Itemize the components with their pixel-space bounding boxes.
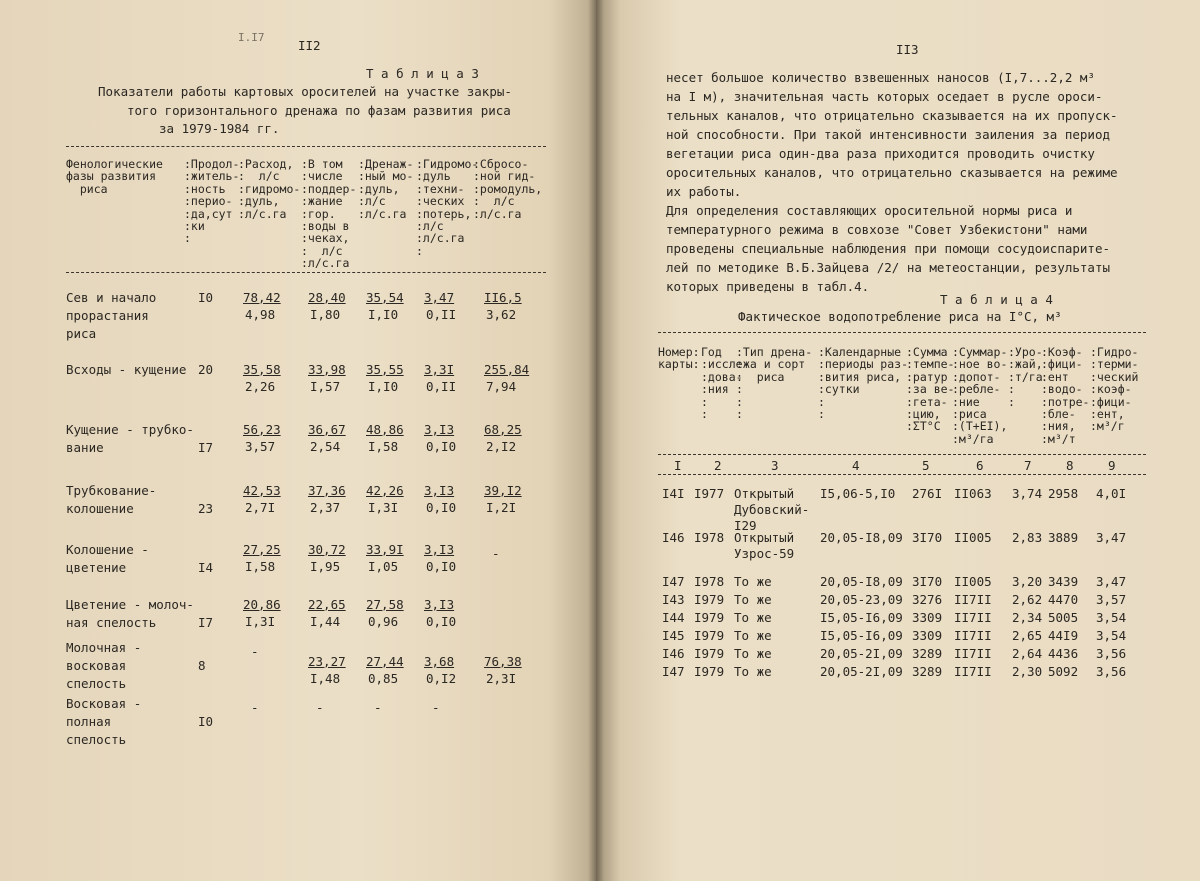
drain-per-ha: I,3I [368,500,399,515]
flow-value: 56,23 [243,422,281,437]
phase-name: Молочная - [66,640,142,655]
temperature-sum: 3289 [912,664,943,679]
drainage-type: То же [734,610,772,625]
card-number: I47 [662,574,685,589]
hydrothermal-coefficient: 3,47 [1096,530,1127,545]
table-title-line-2: того горизонтального дренажа по фазам развития риса [127,103,511,118]
yield: 2,30 [1012,664,1043,679]
header-flow: :Расход, : л/с :гидромо- :дуль, :л/с.га [238,157,301,221]
drainage-type: То же [734,574,772,589]
flow-per-ha: I,3I [245,614,276,629]
phase-name: Сев и начало [66,290,157,305]
text-line: лей по методике В.Б.Зайцева /2/ на метеостанции, результаты [666,260,1111,275]
header-yield: :Уро- :жай, :т/га : : [1008,345,1043,409]
year: I979 [694,664,725,679]
table-rule-top [658,332,1146,333]
drain-value: 48,86 [366,422,404,437]
phase-name: спелость [66,732,127,747]
drainage-type: I29 [734,518,757,533]
year: I978 [694,574,725,589]
period: I5,06-5,I0 [820,486,896,501]
table-rule-header [66,272,546,273]
consumption-coefficient: 4470 [1048,592,1079,607]
column-number: 6 [976,458,984,473]
temperature-sum: 3309 [912,628,943,643]
text-line: которых приведены в табл.4. [666,279,870,294]
flow-value: 27,25 [243,542,281,557]
loss-value: 3,3I [424,362,455,377]
loss-value: 3,I3 [424,422,455,437]
year: I977 [694,486,725,501]
yield: 2,34 [1012,610,1043,625]
loss-value: 3,47 [424,290,455,305]
period: I5,05-I6,09 [820,610,903,625]
flow-value: - [251,644,259,659]
phase-name: Восковая - [66,696,142,711]
loss-value: 3,I3 [424,542,455,557]
consumption-coefficient: 3439 [1048,574,1079,589]
incl-per-ha: I,57 [310,379,341,394]
duration-days: I7 [198,615,214,630]
yield: 2,65 [1012,628,1043,643]
incl-value: - [316,700,324,715]
drain-value: 35,55 [366,362,404,377]
period: I5,05-I6,09 [820,628,903,643]
incl-value: 23,27 [308,654,346,669]
water-consumption: II005 [954,574,992,589]
column-number: 3 [771,458,779,473]
loss-per-ha: 0,II [426,307,457,322]
temperature-sum: 3309 [912,610,943,625]
water-consumption: II063 [954,486,992,501]
consumption-coefficient: 5092 [1048,664,1079,679]
text-line: проведены специальные наблюдения при помощи сосудоиспарите- [666,241,1111,256]
text-line: несет большое количество взвешенных наносов (I,7...2,2 м³ [666,70,1095,85]
loss-per-ha: 0,I0 [426,500,457,515]
drain-per-ha: 0,96 [368,614,399,629]
right-page [596,0,1200,881]
text-line: ной способности. При такой интенсивности заиления за период [666,127,1111,142]
text-line: их работы. [666,184,742,199]
period: 20,05-23,09 [820,592,903,607]
column-number: 4 [852,458,860,473]
yield: 2,64 [1012,646,1043,661]
flow-value: 78,42 [243,290,281,305]
yield: 2,83 [1012,530,1043,545]
header-duration: :Продол- :житель- :ность :перио- :да,сут :ки : [184,157,240,246]
left-page [0,0,596,881]
table-rule-mid [658,454,1146,455]
incl-value: 36,67 [308,422,346,437]
duration-days: I7 [198,440,214,455]
temperature-sum: 276I [912,486,943,501]
column-number: 7 [1024,458,1032,473]
dump-value: 255,84 [484,362,530,377]
incl-per-ha: I,48 [310,671,341,686]
hydrothermal-coefficient: 3,57 [1096,592,1127,607]
water-consumption: II7II [954,592,992,607]
hydrothermal-coefficient: 3,56 [1096,664,1127,679]
card-number: I46 [662,530,685,545]
phase-name: спелость [66,676,127,691]
year: I979 [694,610,725,625]
text-line: тельных каналов, что отрицательно сказывается на их пропуск- [666,108,1118,123]
duration-days: 20 [198,362,214,377]
duration-days: I4 [198,560,214,575]
phase-name: ная спелость [66,615,157,630]
text-line: температурного режима в совхозе "Совет Узбекистони" нами [666,222,1088,237]
duration-days: 23 [198,501,214,516]
loss-value: 3,68 [424,654,455,669]
table-rule-top [66,146,546,147]
hydrothermal-coefficient: 3,56 [1096,646,1127,661]
drainage-type: То же [734,592,772,607]
yield: 3,20 [1012,574,1043,589]
drainage-type: Открытый [734,530,795,545]
phase-name: Всходы - кущение [66,362,187,377]
card-number: I46 [662,646,685,661]
card-number: I43 [662,592,685,607]
year: I978 [694,530,725,545]
flow-per-ha: 3,57 [245,439,276,454]
incl-per-ha: 2,37 [310,500,341,515]
year: I979 [694,592,725,607]
dump-value: - [492,546,500,561]
loss-per-ha: 0,I0 [426,439,457,454]
incl-per-ha: I,95 [310,559,341,574]
header-hydro: :Гидро- :терми- :ческий :коэф- :фици- :ент, :м³/г [1090,345,1139,434]
dump-per-ha: 2,I2 [486,439,517,454]
phase-name: Кущение - трубко- [66,422,194,437]
column-number: 5 [922,458,930,473]
loss-value: 3,I3 [424,597,455,612]
table-title: Фактическое водопотребление риса на I°С, м³ [738,309,1062,324]
flow-per-ha: 2,7I [245,500,276,515]
drain-value: 42,26 [366,483,404,498]
dump-per-ha: I,2I [486,500,517,515]
drain-per-ha: 0,85 [368,671,399,686]
hydrothermal-coefficient: 3,47 [1096,574,1127,589]
header-coef: :Коэф- :фици- :ент :водо- :потре- :бле- :ния, :м³/т [1041,345,1090,446]
period: 20,05-2I,09 [820,664,903,679]
flow-value: 35,58 [243,362,281,377]
header-type: :Тип дрена- :жа и сорт : риса : : : [736,345,813,422]
book-gutter [588,0,604,881]
phase-name: риса [66,326,97,341]
water-consumption: II7II [954,646,992,661]
table-label: Т а б л и ц а 4 [940,292,1053,307]
incl-value: 22,65 [308,597,346,612]
temperature-sum: 3276 [912,592,943,607]
flow-per-ha: I,58 [245,559,276,574]
loss-per-ha: 0,I2 [426,671,457,686]
loss-value: - [432,700,440,715]
temperature-sum: 3289 [912,646,943,661]
header-dump: :Сбросо- :ной гид- :ромодуль, : л/с :л/с.га [473,157,543,221]
phase-name: прорастания [66,308,149,323]
phase-name: Колошение - [66,542,149,557]
phase-name: цветение [66,560,127,575]
text-line: вегетации риса один-два раза приходится проводить очистку [666,146,1095,161]
drain-value: 27,58 [366,597,404,612]
flow-value: 42,53 [243,483,281,498]
water-consumption: II7II [954,664,992,679]
dump-value: II6,5 [484,290,522,305]
incl-value: 37,36 [308,483,346,498]
header-card: Номер: карты: [658,345,700,372]
year: I979 [694,646,725,661]
header-period: :Календарные :периоды раз- :вития риса, :сутки : : [818,345,909,422]
column-number: 8 [1066,458,1074,473]
period: 20,05-I8,09 [820,574,903,589]
duration-days: I0 [198,290,214,305]
drain-per-ha: I,I0 [368,379,399,394]
header-year: Год :иссле- :дова- :ния : : [701,345,750,422]
drain-per-ha: I,58 [368,439,399,454]
water-consumption: II7II [954,610,992,625]
header-drain: :Дренаж- :ный мо- :дуль, :л/с :л/с.га [358,157,414,221]
margin-mark: I.I7 [238,31,265,44]
water-consumption: II7II [954,628,992,643]
card-number: I44 [662,610,685,625]
drainage-type: То же [734,646,772,661]
duration-days: I0 [198,714,214,729]
header-loss: :Гидромо- :дуль :техни- :ческих :потерь, :л/с :л/с.га : [416,157,479,258]
text-line: на I м), значительная часть которых оседает в русле ороси- [666,89,1103,104]
temperature-sum: 3I70 [912,574,943,589]
header-water: :Суммар- :ное во- :допот- :ребле- :ние :риса :(T+EI), :м³/га [952,345,1008,446]
column-number: 2 [714,458,722,473]
incl-per-ha: 2,54 [310,439,341,454]
card-number: I47 [662,664,685,679]
flow-value: - [251,700,259,715]
table-title-line-1: Показатели работы картовых оросителей на участке закры- [98,84,512,99]
dump-per-ha: 2,3I [486,671,517,686]
dump-per-ha: 7,94 [486,379,517,394]
phase-name: полная [66,714,112,729]
incl-value: 30,72 [308,542,346,557]
incl-value: 33,98 [308,362,346,377]
flow-per-ha: 2,26 [245,379,276,394]
flow-value: 20,86 [243,597,281,612]
phase-name: Трубкование- [66,483,157,498]
drainage-type: То же [734,664,772,679]
yield: 3,74 [1012,486,1043,501]
drain-value: 27,44 [366,654,404,669]
incl-per-ha: I,80 [310,307,341,322]
drainage-type: Дубовский- [734,502,810,517]
consumption-coefficient: 3889 [1048,530,1079,545]
header-phase: Фенологические фазы развития риса [66,157,163,196]
table-rule-header [658,474,1146,475]
duration-days: 8 [198,658,206,673]
drain-per-ha: I,05 [368,559,399,574]
table-label: Т а б л и ц а 3 [366,66,479,81]
header-sum-t: :Сумма :темпе- :ратур :за ве- :гета- :цию, :ΣT°C [906,345,955,434]
card-number: I4I [662,486,685,501]
drainage-type: То же [734,628,772,643]
drainage-type: Открытый [734,486,795,501]
hydrothermal-coefficient: 4,0I [1096,486,1127,501]
period: 20,05-I8,09 [820,530,903,545]
loss-per-ha: 0,II [426,379,457,394]
header-incl: :В том :числе :поддер- :жание :гор. :воды в :чеках, : л/с :л/с.га [301,157,357,271]
page-number: II2 [298,38,321,53]
page-number: II3 [896,42,919,57]
year: I979 [694,628,725,643]
table-title-line-3: за 1979-1984 гг. [159,121,280,136]
incl-value: 28,40 [308,290,346,305]
column-number: I [674,458,682,473]
period: 20,05-2I,09 [820,646,903,661]
text-line: оросительных каналов, что отрицательно сказывается на режиме [666,165,1118,180]
phase-name: восковая [66,658,127,673]
temperature-sum: 3I70 [912,530,943,545]
incl-per-ha: I,44 [310,614,341,629]
consumption-coefficient: 4436 [1048,646,1079,661]
phase-name: Цветение - молоч- [66,597,194,612]
card-number: I45 [662,628,685,643]
drain-per-ha: I,I0 [368,307,399,322]
phase-name: вание [66,440,104,455]
column-number: 9 [1108,458,1116,473]
loss-value: 3,I3 [424,483,455,498]
phase-name: колошение [66,501,134,516]
drain-value: 33,9I [366,542,404,557]
hydrothermal-coefficient: 3,54 [1096,628,1127,643]
drain-value: - [374,700,382,715]
water-consumption: II005 [954,530,992,545]
consumption-coefficient: 2958 [1048,486,1079,501]
dump-per-ha: 3,62 [486,307,517,322]
dump-value: 39,I2 [484,483,522,498]
drainage-type: Узрос-59 [734,546,795,561]
drain-value: 35,54 [366,290,404,305]
dump-value: 76,38 [484,654,522,669]
text-line: Для определения составляющих оросительной нормы риса и [666,203,1073,218]
yield: 2,62 [1012,592,1043,607]
dump-value: 68,25 [484,422,522,437]
loss-per-ha: 0,I0 [426,614,457,629]
loss-per-ha: 0,I0 [426,559,457,574]
hydrothermal-coefficient: 3,54 [1096,610,1127,625]
flow-per-ha: 4,98 [245,307,276,322]
consumption-coefficient: 5005 [1048,610,1079,625]
consumption-coefficient: 44I9 [1048,628,1079,643]
